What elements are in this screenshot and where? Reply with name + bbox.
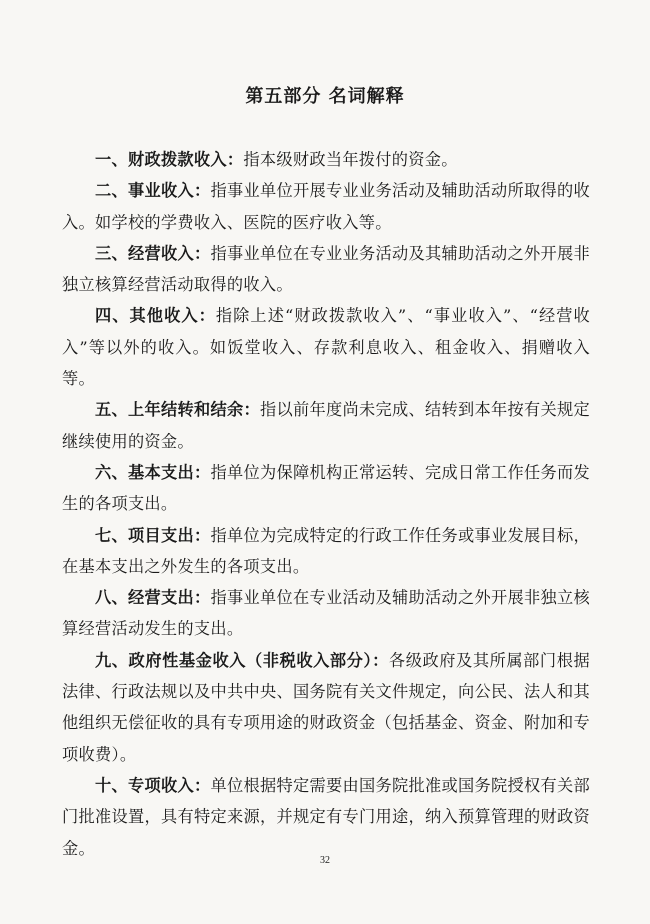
definition-term: 一、财政拨款收入： [95, 150, 244, 169]
definition-item [62, 457, 590, 520]
definition-text: 指事业单位在专业活动及辅助活动之外开展非独立核算经营活动发生的支出。 [62, 588, 590, 639]
definition-text: 指事业单位开展专业业务活动及辅助活动所取得的收入。如学校的学费收入、医院的医疗收入等。 [62, 181, 590, 232]
definition-item [62, 144, 590, 175]
definition-item [62, 238, 590, 301]
definition-item [62, 770, 590, 864]
definition-text: 指事业单位在专业业务活动及其辅助活动之外开展非独立核算经营活动取得的收入。 [62, 243, 590, 295]
definition-text: 指本级财政当年拨付的资金。 [243, 150, 458, 169]
definition-item [62, 520, 590, 583]
definition-item [62, 582, 590, 645]
definition-term: 四、其他收入： [95, 306, 216, 326]
definition-term: 二、事业收入： [95, 181, 211, 201]
definition-term: 三、经营收入： [95, 243, 211, 263]
definition-text: 指除上述“财政拨款收入”、“事业收入”、“经营收入”等以外的收入。如饭堂收入、存款利息收入、租金收入、捐赠收入等。 [62, 306, 590, 389]
definition-term: 六、基本支出： [95, 462, 211, 482]
definition-term: 十、专项收入： [95, 775, 211, 795]
definition-text: 指单位为完成特定的行政工作任务或事业发展目标，在基本支出之外发生的各项支出。 [62, 525, 590, 576]
definition-text: 单位根据特定需要由国务院批准或国务院授权有关部门批准设置，具有特定来源，并规定有专门用途，纳入预算管理的财政资金。 [62, 775, 590, 858]
definitions-list [62, 144, 590, 864]
definition-item [62, 394, 590, 457]
definition-text: 指以前年度尚未完成、结转到本年按有关规定继续使用的资金。 [62, 400, 591, 451]
page-number: 32 [320, 855, 330, 866]
definition-item [62, 175, 590, 238]
definition-term: 七、项目支出： [95, 525, 211, 545]
definition-item [62, 300, 590, 394]
definition-text: 指单位为保障机构正常运转、完成日常工作任务而发生的各项支出。 [62, 462, 590, 514]
definition-text: 各级政府及其所属部门根据法律、行政法规以及中共中央、国务院有关文件规定，向公民、法人和其他组织无偿征收的具有专项用途的财政资金（包括基金、资金、附加和专项收费）。 [62, 650, 590, 764]
page-title: 第五部分 名词解释 [245, 86, 405, 107]
definition-term: 五、上年结转和结余： [95, 400, 261, 420]
definition-item [62, 645, 590, 770]
definition-term: 八、经营支出： [95, 588, 211, 608]
definition-term: 九、政府性基金收入（非税收入部分）： [95, 650, 389, 670]
